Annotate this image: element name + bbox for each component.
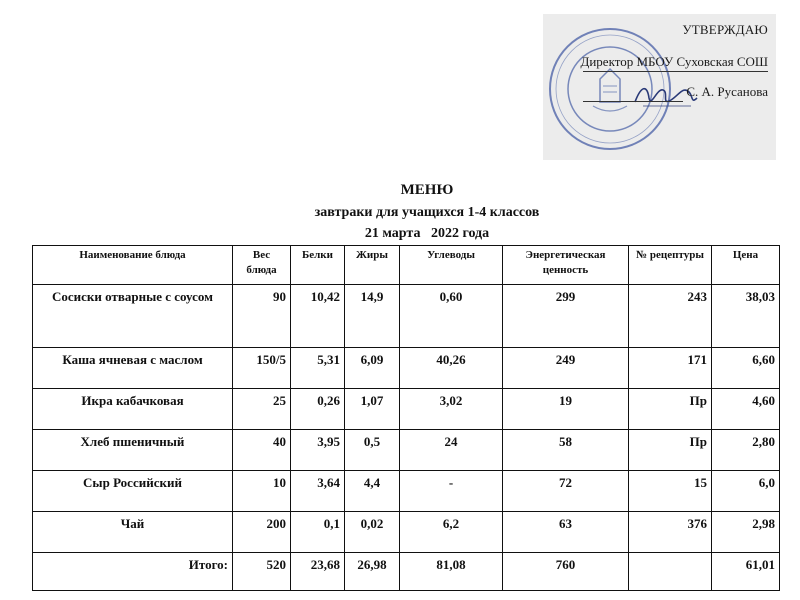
dish-recipe: 15 (629, 471, 712, 512)
menu-title: МЕНЮ (400, 182, 454, 198)
dish-energy: 72 (503, 471, 629, 512)
table-row (33, 430, 780, 471)
total-fat: 26,98 (345, 553, 400, 591)
approval-title: УТВЕРЖДАЮ (682, 22, 768, 37)
dish-name: Сосиски отварные с соусом (33, 285, 233, 348)
dish-recipe: Пр (629, 389, 712, 430)
dish-energy: 58 (503, 430, 629, 471)
dish-weight: 200 (233, 512, 291, 553)
dish-protein: 5,31 (291, 348, 345, 389)
menu-subtitle: завтраки для учащихся 1-4 классов (314, 205, 540, 220)
dish-price: 6,60 (712, 348, 780, 389)
dish-carbs: 0,60 (400, 285, 503, 348)
dish-energy: 63 (503, 512, 629, 553)
dish-carbs: 3,02 (400, 389, 503, 430)
total-price: 61,01 (712, 553, 780, 591)
table-row (33, 348, 780, 389)
dish-price: 38,03 (712, 285, 780, 348)
column-header: Вес блюда (233, 246, 291, 285)
menu-table (32, 245, 780, 591)
dish-price: 2,98 (712, 512, 780, 553)
dish-name: Икра кабачковая (33, 389, 233, 430)
column-header: Цена (712, 246, 780, 285)
dish-protein: 0,1 (291, 512, 345, 553)
total-energy: 760 (503, 553, 629, 591)
column-header: Белки (291, 246, 345, 285)
position-underline (583, 71, 768, 72)
column-header: Энергетическая ценность (503, 246, 629, 285)
dish-recipe: 243 (629, 285, 712, 348)
dish-fat: 1,07 (345, 389, 400, 430)
total-recipe (629, 553, 712, 591)
dish-name: Чай (33, 512, 233, 553)
total-carbs: 81,08 (400, 553, 503, 591)
dish-energy: 299 (503, 285, 629, 348)
dish-protein: 3,95 (291, 430, 345, 471)
dish-name: Хлеб пшеничный (33, 430, 233, 471)
menu-date: 21 марта 2022 года (364, 226, 490, 241)
dish-protein: 3,64 (291, 471, 345, 512)
dish-carbs: 24 (400, 430, 503, 471)
total-row (33, 553, 780, 591)
dish-price: 4,60 (712, 389, 780, 430)
dish-name: Каша ячневая с маслом (33, 348, 233, 389)
dish-energy: 19 (503, 389, 629, 430)
table-header-row (33, 246, 780, 285)
dish-fat: 0,02 (345, 512, 400, 553)
dish-name: Сыр Российский (33, 471, 233, 512)
dish-weight: 150/5 (233, 348, 291, 389)
total-label: Итого: (33, 553, 233, 591)
approval-block (543, 14, 776, 160)
dish-fat: 6,09 (345, 348, 400, 389)
dish-price: 2,80 (712, 430, 780, 471)
table-row (33, 285, 780, 348)
dish-weight: 90 (233, 285, 291, 348)
dish-weight: 10 (233, 471, 291, 512)
dish-carbs: 40,26 (400, 348, 503, 389)
signature-line (583, 101, 683, 102)
dish-protein: 0,26 (291, 389, 345, 430)
column-header: Жиры (345, 246, 400, 285)
table-row (33, 389, 780, 430)
total-protein: 23,68 (291, 553, 345, 591)
dish-fat: 0,5 (345, 430, 400, 471)
dish-energy: 249 (503, 348, 629, 389)
dish-fat: 14,9 (345, 285, 400, 348)
column-header: Углеводы (400, 246, 503, 285)
dish-weight: 40 (233, 430, 291, 471)
dish-recipe: 171 (629, 348, 712, 389)
dish-weight: 25 (233, 389, 291, 430)
table-row (33, 512, 780, 553)
dish-carbs: 6,2 (400, 512, 503, 553)
table-row (33, 471, 780, 512)
approval-name: С. А. Русанова (686, 84, 768, 99)
dish-carbs: - (400, 471, 503, 512)
dish-protein: 10,42 (291, 285, 345, 348)
total-weight: 520 (233, 553, 291, 591)
column-header: № рецептуры (629, 246, 712, 285)
approval-position: Директор МБОУ Суховская СОШ (580, 54, 768, 69)
dish-recipe: 376 (629, 512, 712, 553)
column-header: Наименование блюда (33, 246, 233, 285)
dish-fat: 4,4 (345, 471, 400, 512)
dish-recipe: Пр (629, 430, 712, 471)
dish-price: 6,0 (712, 471, 780, 512)
